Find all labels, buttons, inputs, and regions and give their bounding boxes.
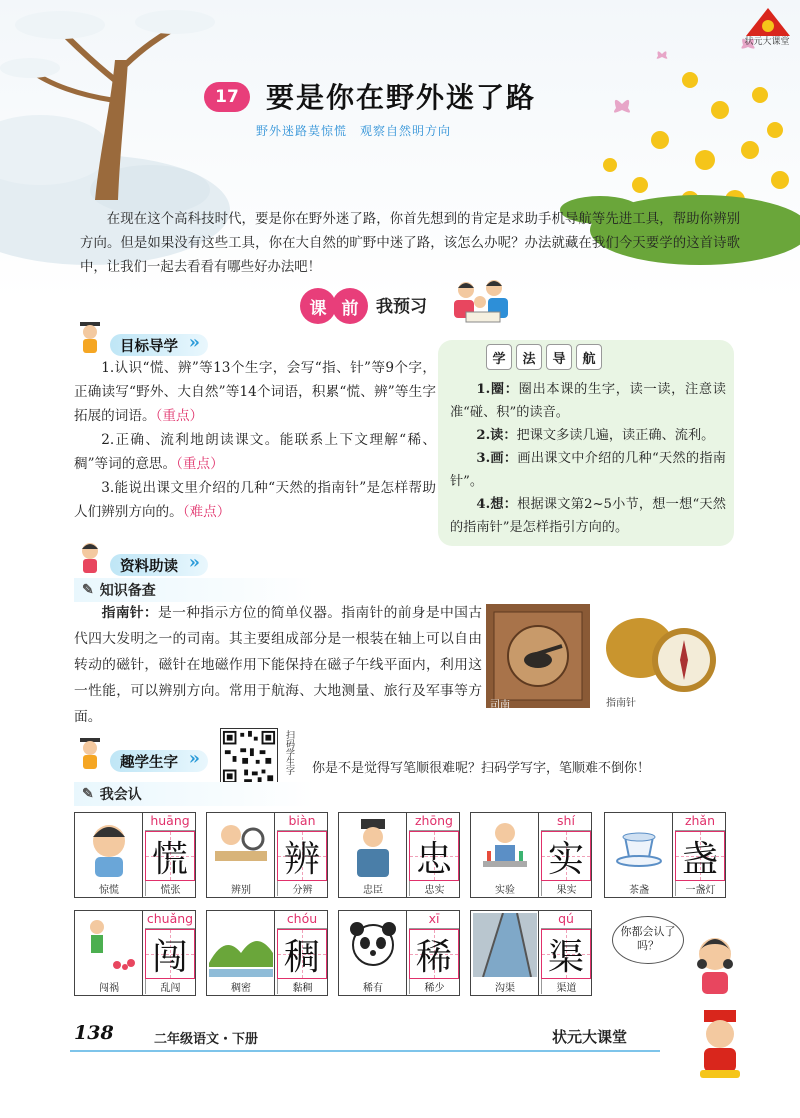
char-pinyin: zhǎn (675, 813, 725, 831)
preview-banner (300, 288, 368, 324)
knowledge-sub-heading (74, 578, 314, 602)
goals-list (74, 356, 436, 524)
char-glyph: 盏 (681, 838, 718, 880)
dense-forest-picture (209, 913, 273, 977)
char-pinyin: chóu (277, 911, 327, 929)
book-name: 二年级语文・下册 (154, 1032, 259, 1047)
char-card (470, 910, 592, 996)
char-glyph: 稠 (283, 936, 320, 978)
char-glyph: 慌 (151, 838, 188, 880)
char-word-2: 黏稠 (277, 979, 327, 994)
knowledge-text: 指南针：是一种指示方位的简单仪器。指南针的前身是中国古代四大发明之一的司南。其主要组成部分是一根装在轴上可以自由转动的磁针，磁针在地磁作用下能保持在磁子午线平面内，利用这一性能，可以辨别方向。常用于航海、大地测量、旅行及军事等方面。 (74, 605, 483, 725)
preview-label: 我预习 (376, 297, 427, 317)
char-word-1: 忠臣 (363, 885, 383, 896)
brand-logo-text: 状元大课堂 (744, 37, 790, 47)
ditch-picture (473, 913, 537, 977)
char-word-1: 实验 (495, 885, 515, 896)
char-card (206, 910, 328, 996)
lesson-subtitle: 野外迷路莫惊慌 观察自然明方向 (256, 124, 452, 138)
material-heading: 资料助读 » (110, 554, 208, 576)
char-word-2: 慌张 (145, 881, 195, 896)
recognize-sub-heading-label: 我会认 (99, 787, 142, 803)
magnifier-picture (209, 815, 273, 879)
char-word-2: 渠道 (541, 979, 591, 994)
goal-item-2: 2.正确、流利地朗读课文。能联系上下文理解“稀、稠”等词的意思。（重点） (74, 432, 436, 472)
char-glyph: 辨 (283, 838, 320, 880)
char-word-2: 果实 (541, 881, 591, 896)
char-word-2: 一盏灯 (675, 881, 725, 896)
study-method-title-char: 学 (486, 344, 512, 370)
goals-section-head (74, 320, 208, 356)
char-word-1: 沟渠 (495, 983, 515, 994)
char-word-1: 茶盏 (629, 885, 649, 896)
method-item-2: 2.读：把课文多读几遍，读正确、流利。 (476, 428, 715, 443)
char-pinyin: xī (409, 911, 459, 929)
char-word-1: 惊慌 (99, 885, 119, 896)
char-word-1: 辨别 (231, 885, 251, 896)
char-pinyin: huāng (145, 813, 195, 831)
compass-caption: 指南针 (606, 698, 636, 709)
char-glyph: 闯 (151, 936, 188, 978)
student-icon (74, 320, 106, 356)
char-card (338, 812, 460, 898)
lesson-number-badge: 17 (204, 82, 250, 112)
fun-heading: 趣学生字 » (110, 750, 208, 772)
family-reading-icon (448, 278, 518, 326)
char-word-2: 稀少 (409, 979, 459, 994)
char-pinyin: qú (541, 911, 591, 929)
char-card (338, 910, 460, 996)
sinan-photo (486, 604, 590, 708)
page-number: 138 (74, 1022, 114, 1044)
preview-char-2: 前 (332, 288, 368, 324)
broken-vase-picture (77, 913, 141, 977)
panda-picture (341, 913, 405, 977)
pencil-icon: ✎ (82, 582, 94, 598)
sinan-caption: 司南 (490, 700, 510, 711)
speech-bubble: 你都会认了吗？ (612, 916, 684, 964)
char-glyph: 忠 (415, 838, 452, 880)
char-word-1: 稀有 (363, 983, 383, 994)
char-pinyin: biàn (277, 813, 327, 831)
preview-char-1: 课 (300, 288, 336, 324)
compass-photo (600, 610, 724, 696)
study-method-title-char: 法 (516, 344, 542, 370)
fun-section-head (74, 736, 208, 772)
char-glyph: 渠 (547, 936, 584, 978)
goals-heading: 目标导学 » (110, 334, 208, 356)
worried-boy-picture (77, 815, 141, 879)
qr-side-label: 扫码学生字 (284, 730, 294, 775)
mascot-icon (690, 1008, 750, 1082)
footer-brand: 状元大课堂 (552, 1028, 628, 1046)
char-card (74, 910, 196, 996)
student-icon (74, 736, 106, 772)
study-method-title-char: 航 (576, 344, 602, 370)
char-pinyin: chuǎng (145, 911, 195, 929)
qr-tip: 你是不是觉得写笔顺很难呢？扫码学写字，笔顺难不倒你！ (312, 761, 651, 776)
char-word-1: 闯祸 (99, 983, 119, 994)
char-word-2: 分辨 (277, 881, 327, 896)
material-section-head (74, 540, 208, 576)
goal-item-3: 3.能说出课文里介绍的几种“天然的指南针”是怎样帮助人们辨别方向的。（难点） (74, 480, 436, 520)
teacup-picture (607, 815, 671, 879)
char-word-2: 忠实 (409, 881, 459, 896)
study-method-list (450, 378, 726, 539)
lesson-title: 要是你在野外迷了路 (266, 81, 537, 114)
char-card (604, 812, 726, 898)
goal-item-1: 1.认识“慌、辨”等13个生字，会写“指、针”等9个字，正确读写“野外、大自然”等14个词语，积累“慌、辨”等生字拓展的词语。（重点） (74, 360, 436, 424)
recognize-sub-heading (74, 782, 314, 806)
footer-divider (70, 1050, 660, 1052)
student-icon (74, 540, 106, 576)
char-glyph: 实 (547, 838, 584, 880)
pencil-icon: ✎ (82, 786, 94, 802)
method-item-4: 4.想：根据课文第2~5小节，想一想“天然的指南针”是怎样指引方向的。 (450, 497, 726, 535)
char-word-1: 稠密 (231, 983, 251, 994)
qr-code[interactable] (220, 728, 278, 786)
char-card (206, 812, 328, 898)
minister-picture (341, 815, 405, 879)
char-glyph: 稀 (415, 936, 452, 978)
girl-icon (690, 930, 740, 996)
char-card (470, 812, 592, 898)
intro-paragraph: 在现在这个高科技时代，要是你在野外迷了路，你首先想到的肯定是求助手机导航等先进工具，帮助你辨别方向。但是如果没有这些工具，你在大自然的旷野中迷了路，该怎么办呢？办法就藏在我们今天要学的这首诗歌中，让我们一起去看看有哪些好办法吧！ (80, 212, 740, 275)
brand-logo (742, 6, 794, 58)
char-word-2: 乱闯 (145, 979, 195, 994)
char-pinyin: zhōng (409, 813, 459, 831)
study-method-title-char: 导 (546, 344, 572, 370)
experiment-picture (473, 815, 537, 879)
study-method-title (486, 344, 602, 370)
method-item-1: 1.圈：圈出本课的生字，读一读，注意读准“碰、积”的读音。 (450, 382, 726, 420)
method-item-3: 3.画：画出课文中介绍的几种“天然的指南针”。 (450, 451, 726, 489)
knowledge-sub-heading-label: 知识备查 (99, 583, 156, 599)
char-pinyin: shí (541, 813, 591, 831)
char-card (74, 812, 196, 898)
